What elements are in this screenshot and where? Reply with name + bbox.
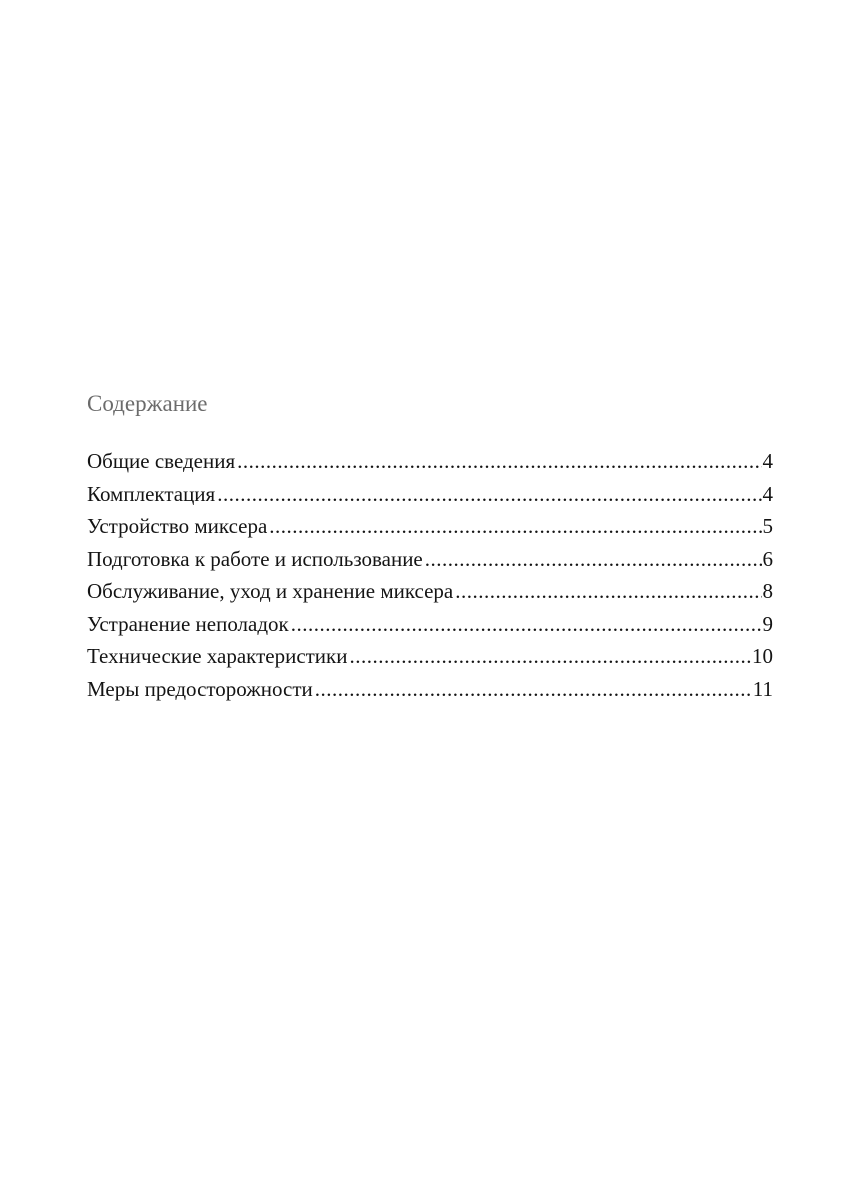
dot-leader [269, 510, 761, 543]
dot-leader [455, 575, 761, 608]
dot-leader [217, 478, 761, 511]
toc-entry-page: 9 [762, 611, 773, 636]
toc-entry-page: 10 [752, 644, 773, 668]
toc-entry-page: 4 [762, 481, 773, 506]
toc-entry-page: 6 [762, 546, 773, 571]
toc-entry-label: Устройство миксера [87, 514, 268, 538]
dot-leader [237, 445, 761, 478]
toc-entry-label: Меры предосторожности [87, 676, 313, 701]
toc-entry [87, 510, 773, 543]
toc-entry [87, 640, 773, 673]
toc-entry-label: Комплектация [87, 481, 216, 506]
contents-title: Содержание [87, 391, 208, 416]
toc-entry-label: Обслуживание, уход и хранение миксера [87, 579, 454, 603]
toc-entry-page: 11 [752, 676, 773, 701]
toc-entry [87, 673, 773, 706]
table-of-contents [87, 388, 773, 705]
contents-list [87, 445, 773, 705]
toc-entry-page: 4 [762, 449, 773, 473]
dot-leader [291, 608, 762, 641]
toc-entry [87, 445, 773, 478]
toc-entry-label: Технические характеристики [87, 644, 348, 668]
dot-leader [425, 543, 762, 576]
toc-entry-label: Устранение неполадок [87, 611, 289, 636]
dot-leader [315, 673, 752, 706]
toc-entry [87, 575, 773, 608]
toc-entry-label: Подготовка к работе и использование [87, 546, 423, 571]
toc-entry [87, 543, 773, 576]
toc-entry [87, 608, 773, 641]
toc-entry-page: 5 [762, 514, 773, 538]
toc-entry [87, 478, 773, 511]
toc-entry-page: 8 [762, 579, 773, 603]
toc-entry-label: Общие сведения [87, 449, 236, 473]
dot-leader [350, 640, 752, 673]
